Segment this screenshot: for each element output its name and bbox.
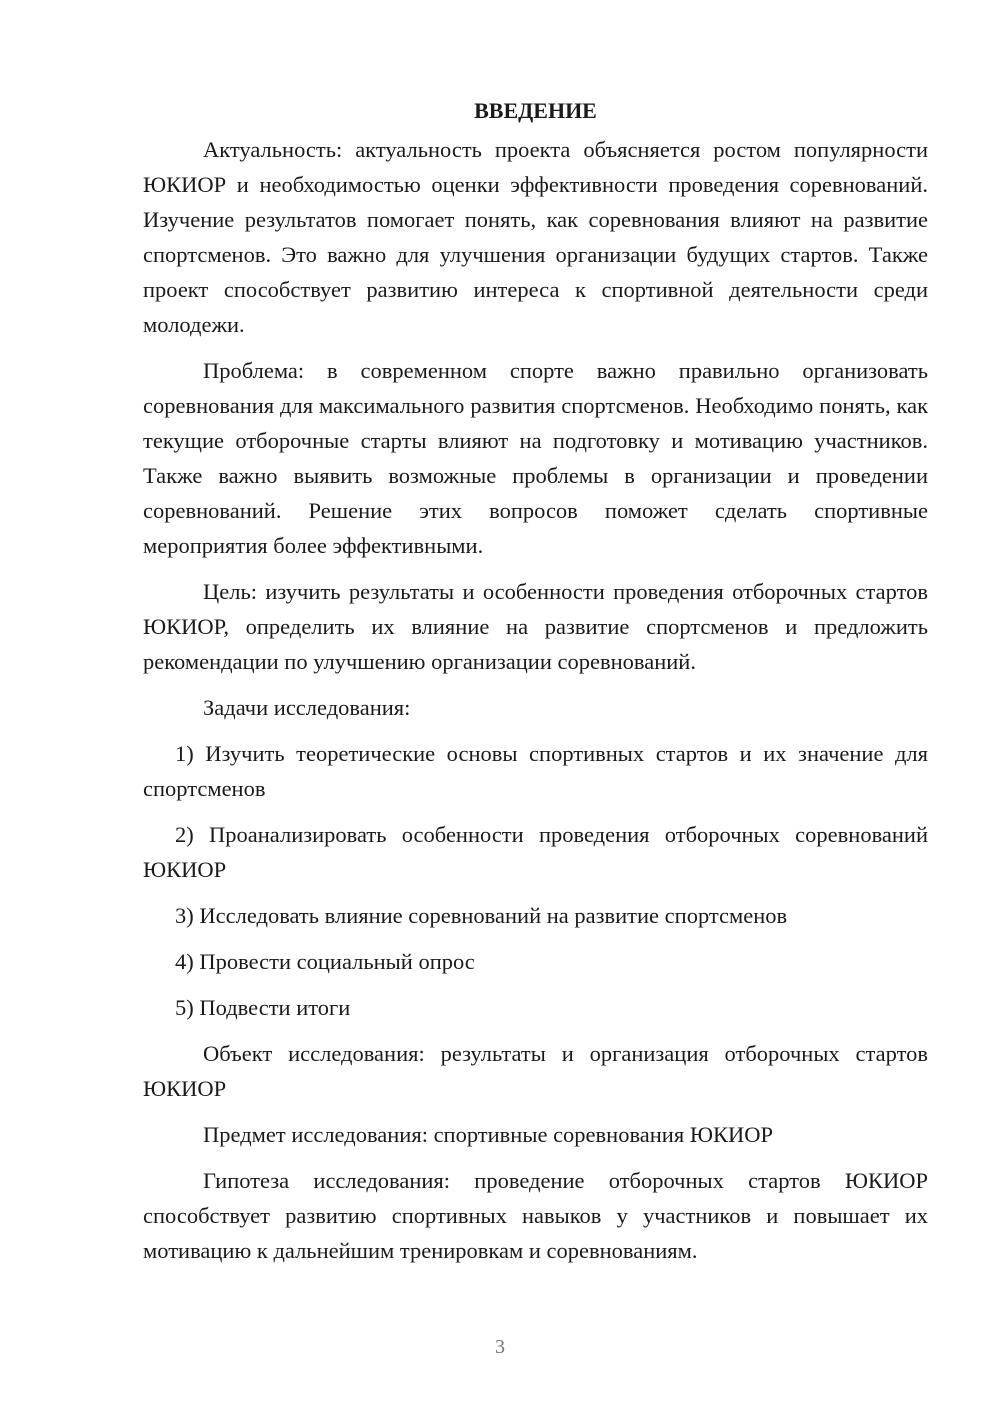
paragraph-relevance: Актуальность: актуальность проекта объясняется ростом популярности ЮКИОР и необходимостью оценки эффективности проведения соревнований. Изучение результатов помогает понять, как соревнования влияют на развитие спортсменов. Это важно для улучшения организации будущих стартов. Также проект способствует развитию интереса к спортивной деятельности среди молодежи.	[143, 137, 928, 337]
document-page	[143, 96, 928, 1279]
tasks-heading: Задачи исследования:	[203, 695, 411, 720]
page-title: ВВЕДЕНИЕ	[474, 98, 597, 123]
task-item-1: 1) Изучить теоретические основы спортивных стартов и их значение для спортсменов	[143, 741, 928, 801]
paragraph-problem: Проблема: в современном спорте важно правильно организовать соревнования для максимального развития спортсменов. Необходимо понять, как текущие отборочные старты влияют на подготовку и мотивацию участников. Также важно выявить возможные проблемы в организации и проведении соревнований. Решение этих вопросов поможет сделать спортивные мероприятия более эффективными.	[143, 358, 928, 558]
paragraph-hypothesis: Гипотеза исследования: проведение отборочных стартов ЮКИОР способствует развитию спортивных навыков у участников и повышает их мотивацию к дальнейшим тренировкам и соревнованиям.	[143, 1168, 928, 1263]
page-number: 3	[495, 1336, 505, 1358]
paragraph-subject: Предмет исследования: спортивные соревнования ЮКИОР	[203, 1122, 773, 1147]
task-item-2: 2) Проанализировать особенности проведения отборочных соревнований ЮКИОР	[143, 822, 928, 882]
task-item-3: 3) Исследовать влияние соревнований на развитие спортсменов	[175, 903, 788, 928]
paragraph-object: Объект исследования: результаты и организация отборочных стартов ЮКИОР	[143, 1041, 928, 1101]
task-item-5: 5) Подвести итоги	[175, 995, 351, 1020]
paragraph-goal: Цель: изучить результаты и особенности проведения отборочных стартов ЮКИОР, определить их влияние на развитие спортсменов и предложить рекомендации по улучшению организации соревнований.	[143, 579, 928, 674]
task-item-4: 4) Провести социальный опрос	[175, 949, 475, 974]
